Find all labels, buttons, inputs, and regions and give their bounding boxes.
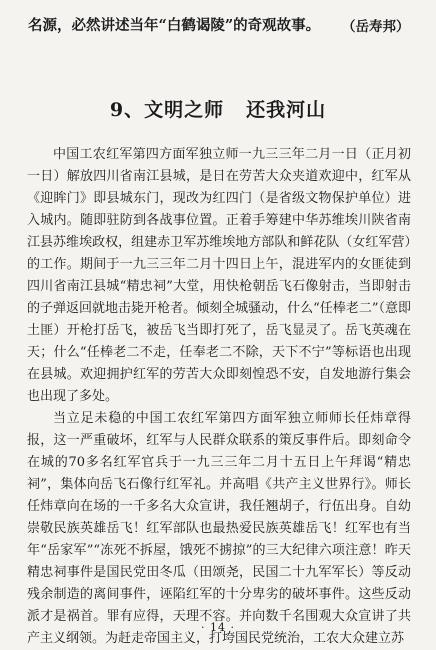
section-heading (0, 95, 436, 122)
author-byline: （岳寿邦） (342, 19, 410, 35)
paragraph-1: 中国工农红军第四方面军独立师一九三三年二月一日（正月初一日）解放四川省南江县城，是日在劳苦大众夹道欢迎中，红军从《迎眸门》即县城东门，现改为红四门（是省级文物保护单位）进入城内。随即驻防到各战事位置。正着手筹建中华苏维埃川陕省南江县苏维埃政权，组建赤卫军苏维埃地方部队和鲜花队（女红军营）的工作。期间于一九三三年二月十四日上午，混进军内的女匪徒到四川省南江县城“精忠祠”大堂，用快枪朝岳飞石像射击，当即射击的子弹返回就地击毙开枪者。倾刻全城骚动，什么“任棒老二”（意即土匪）开枪打岳飞，被岳飞当即打死了，岳飞显灵了。岳飞英魂在天；什么“任棒老二不走，任奉老二不除，天下不宁”等标语也出现在县城。欢迎拥护红军的劳苦大众即刻惶恐不安，自发地游行集会也出现了多处。 (27, 147, 411, 404)
section-title-part2: 还我河山 (246, 99, 327, 121)
page-number: · 14 · (201, 621, 235, 634)
section-number: 9、 (109, 99, 145, 121)
body-text (27, 144, 411, 650)
paragraph-2: 当立足未稳的中国工农红军第四方面军独立师师长任炜章得报，这一严重破坏，红军与人民群众联系的策反事件后。即刻命令在城的70多名红军官兵于一九三三年二月十五日上午拜谒“精忠祠”，集体向岳飞石像行红军礼。并高唱《共产主义世界行》。师长任炜章向在场的一千多名大众宣讲，我任翘胡子，行伍出身。自幼崇敬民族英雄岳飞！红军部队也最热爱民族英雄岳飞！红军也有当年“岳家军”“冻死不拆屋，饿死不掳掠”的三大纪律六项注意！昨天精忠祠事件是国民党田冬瓜（田颂尧，民国二十九军军长）等反动残余制造的离间事件，诬陷红军的十分卑劣的破坏事件。这些反动派才是祸首。罪有应得，天理不容。并向数千名围观大众宣讲了共产主义纲领。为赶走帝国主义，打垮国民党统治，工农大众建立苏 (27, 411, 411, 646)
carryover-line: 名源，必然讲述当年“白鹤谒陵”的奇观故事。 (28, 17, 321, 34)
section-title-part1: 文明之师 (144, 99, 225, 121)
